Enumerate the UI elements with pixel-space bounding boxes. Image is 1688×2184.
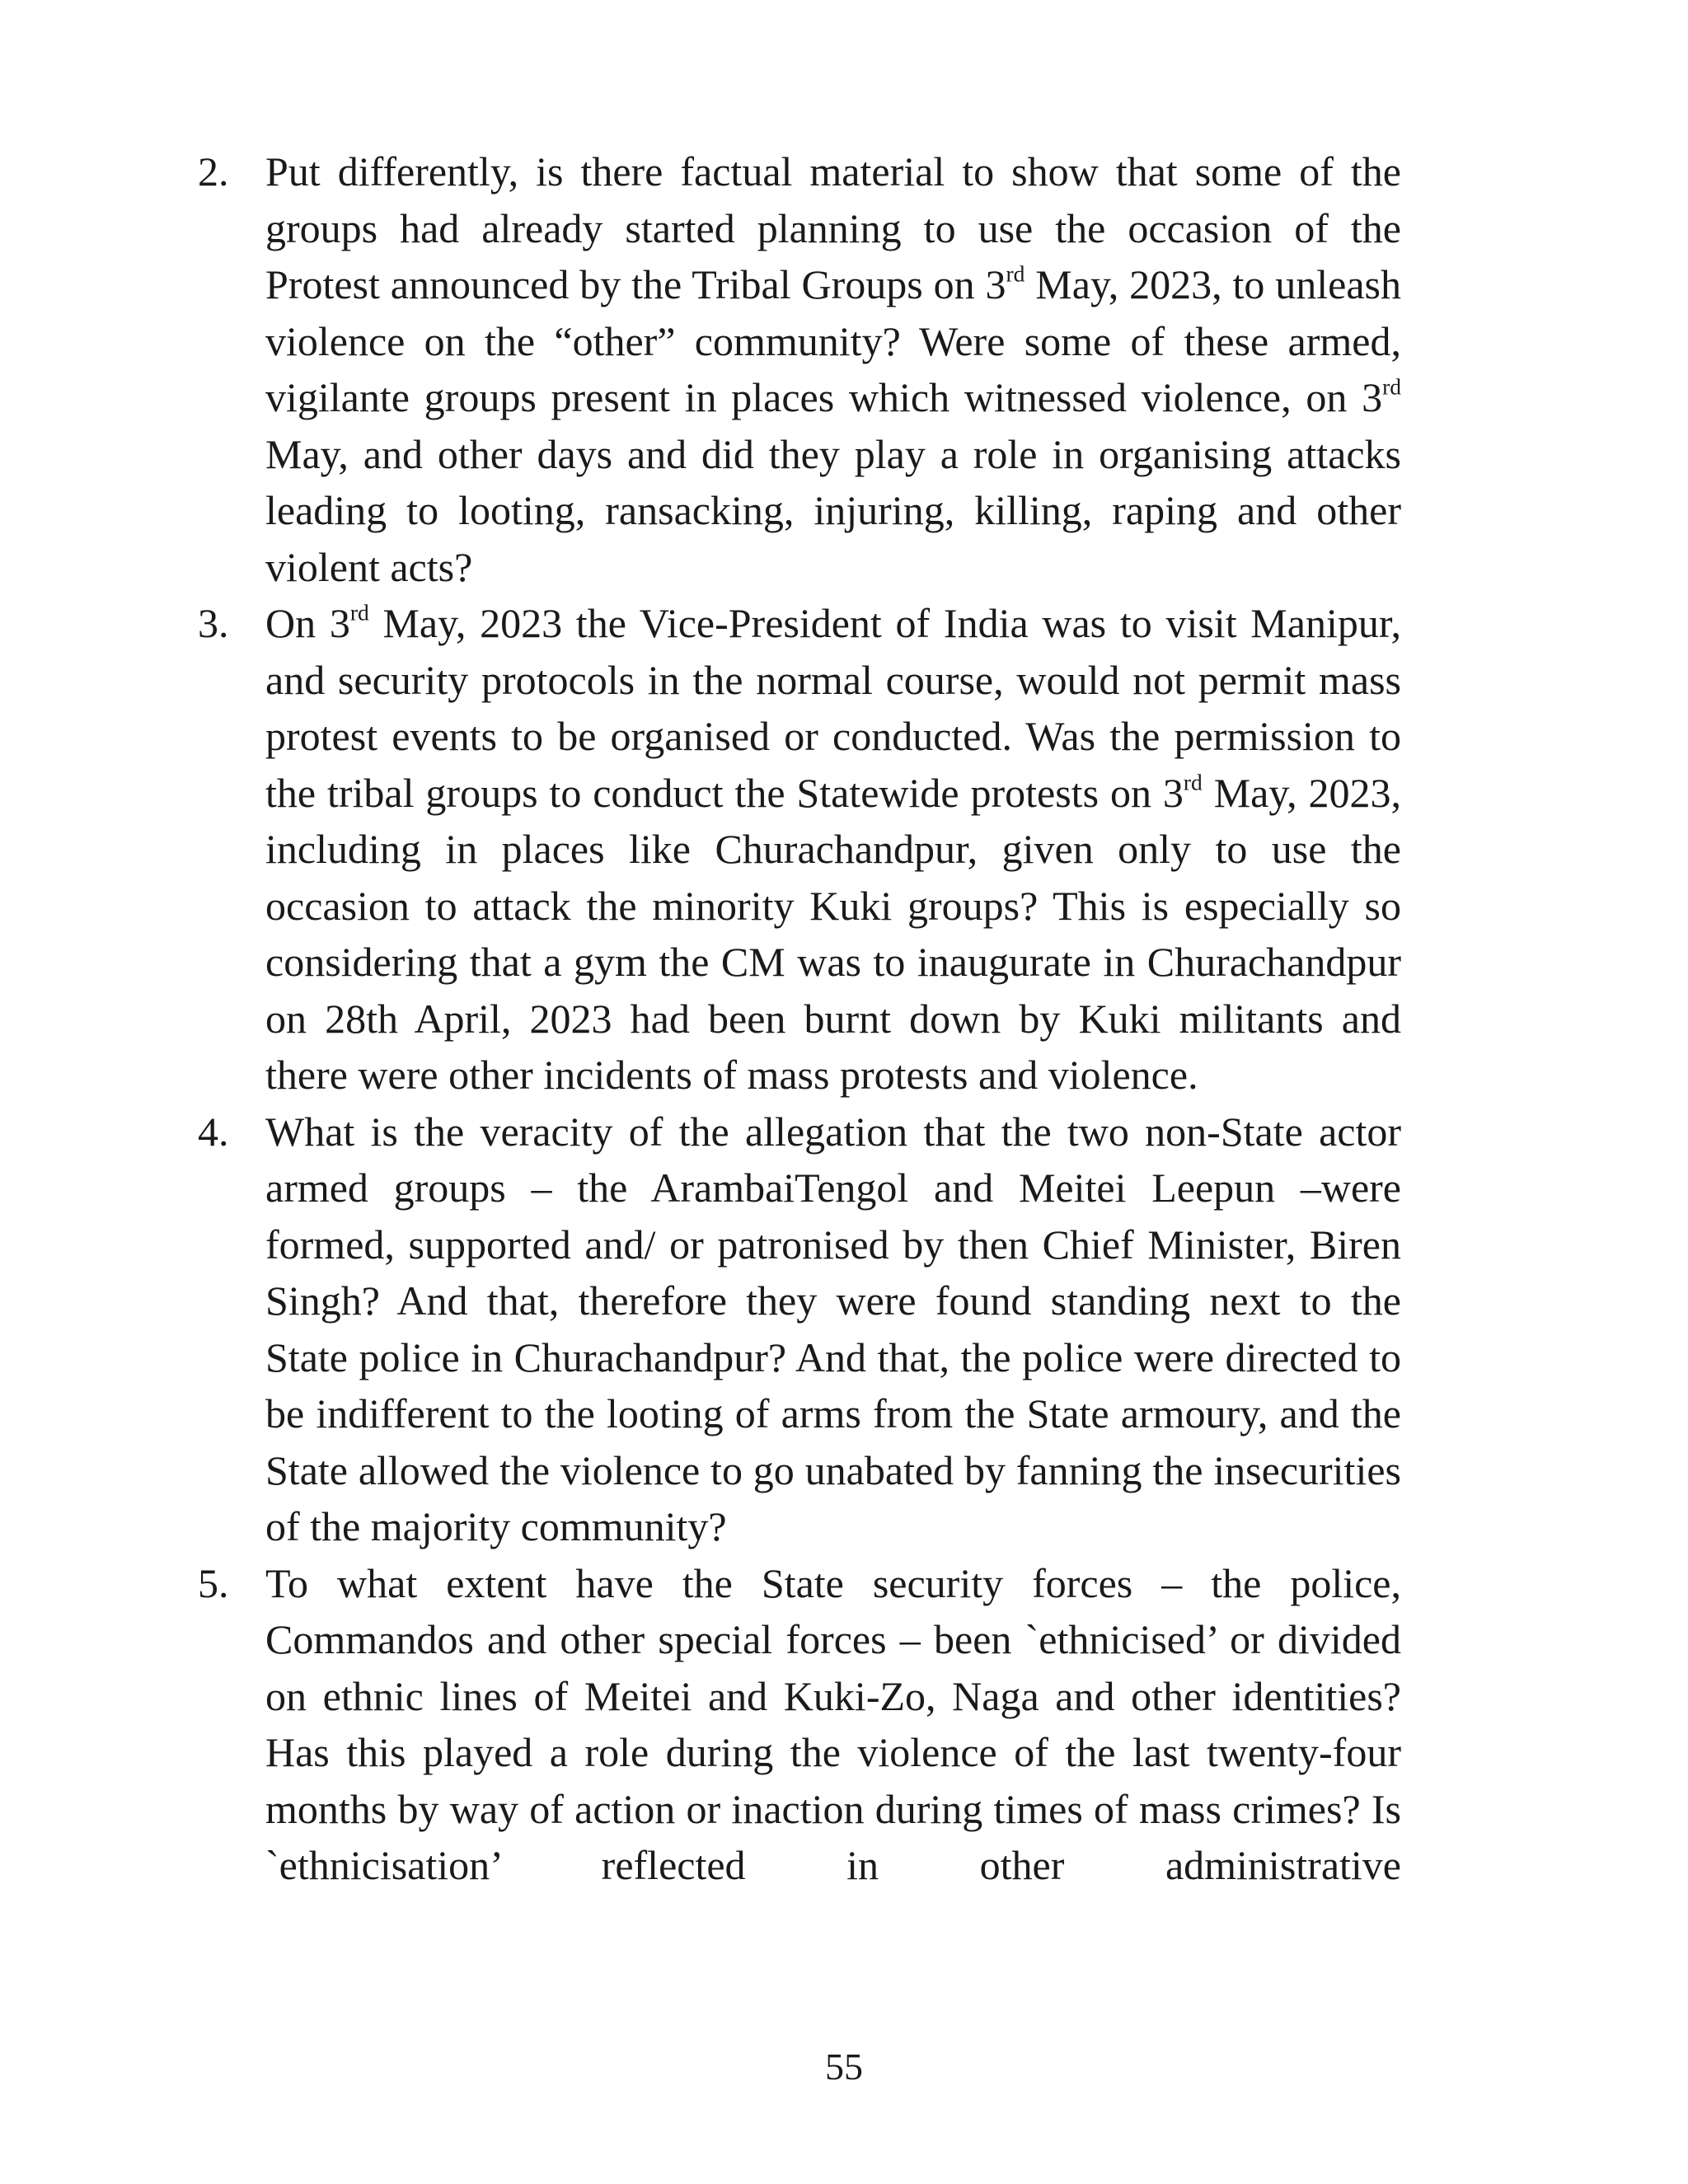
ordinal-suffix: rd: [1183, 768, 1203, 794]
item-number: 4.: [198, 1108, 229, 1155]
item-number: 3.: [198, 600, 229, 646]
item-text: On 3rd May, 2023 the Vice-President of India was to visit Manipur, and security protocols in the normal course, would not permit mass protest events to be organised or conducted. Was the permission to the tribal groups to conduct the Statewide protests on 3rd May, 2023, including in places like Churachandpur, given only to use the occasion to attack the minority Kuki groups? This is especially so considering that a gym the CM was to inaugurate in Churachandpur on 28th April, 2023 had been burnt down by Kuki militants and there were other incidents of mass protests and violence.: [265, 599, 1402, 1098]
item-number: 2.: [198, 148, 229, 194]
item-number: 5.: [198, 1559, 229, 1606]
list-item-3: [198, 595, 1401, 1104]
ordinal-suffix: rd: [1382, 373, 1401, 400]
ordinal-suffix: rd: [1006, 260, 1025, 287]
item-text: To what extent have the State security forces – the police, Commandos and other special forces – been `ethnicised’ or divided on ethnic lines of Meitei and Kuki-Zo, Naga and other identities? Has this played a role during the violence of the last twenty-four months by way of action or inaction during times of mass crimes? Is `ethnicisation’ reflected in other administrative: [265, 1559, 1401, 1888]
list-item-4: [198, 1104, 1401, 1555]
page-number: 55: [825, 2046, 863, 2088]
numbered-list: [198, 143, 1401, 1894]
list-item-2: [198, 143, 1401, 595]
list-item-5: [198, 1555, 1401, 1894]
item-text: Put differently, is there factual material to show that some of the groups had already started planning to use the occasion of the Protest announced by the Tribal Groups on 3rd May, 2023, to unleash violence on the “other” community? Were some of these armed, vigilante groups present in places which witnessed violence, on 3rd May, and other days and did they play a role in organising attacks leading to looting, ransacking, injuring, killing, raping and other violent acts?: [265, 148, 1402, 590]
ordinal-suffix: rd: [349, 599, 369, 626]
item-text: What is the veracity of the allegation that the two non-State actor armed groups – the ArambaiTengol and Meitei Leepun –were formed, supported and/ or patronised by then Chief Minister, Biren Singh? And that, therefore they were found standing next to the State police in Churachandpur? And that, the police were directed to be indifferent to the looting of arms from the State armoury, and the State allowed the violence to go unabated by fanning the insecurities of the majority community?: [265, 1108, 1401, 1549]
